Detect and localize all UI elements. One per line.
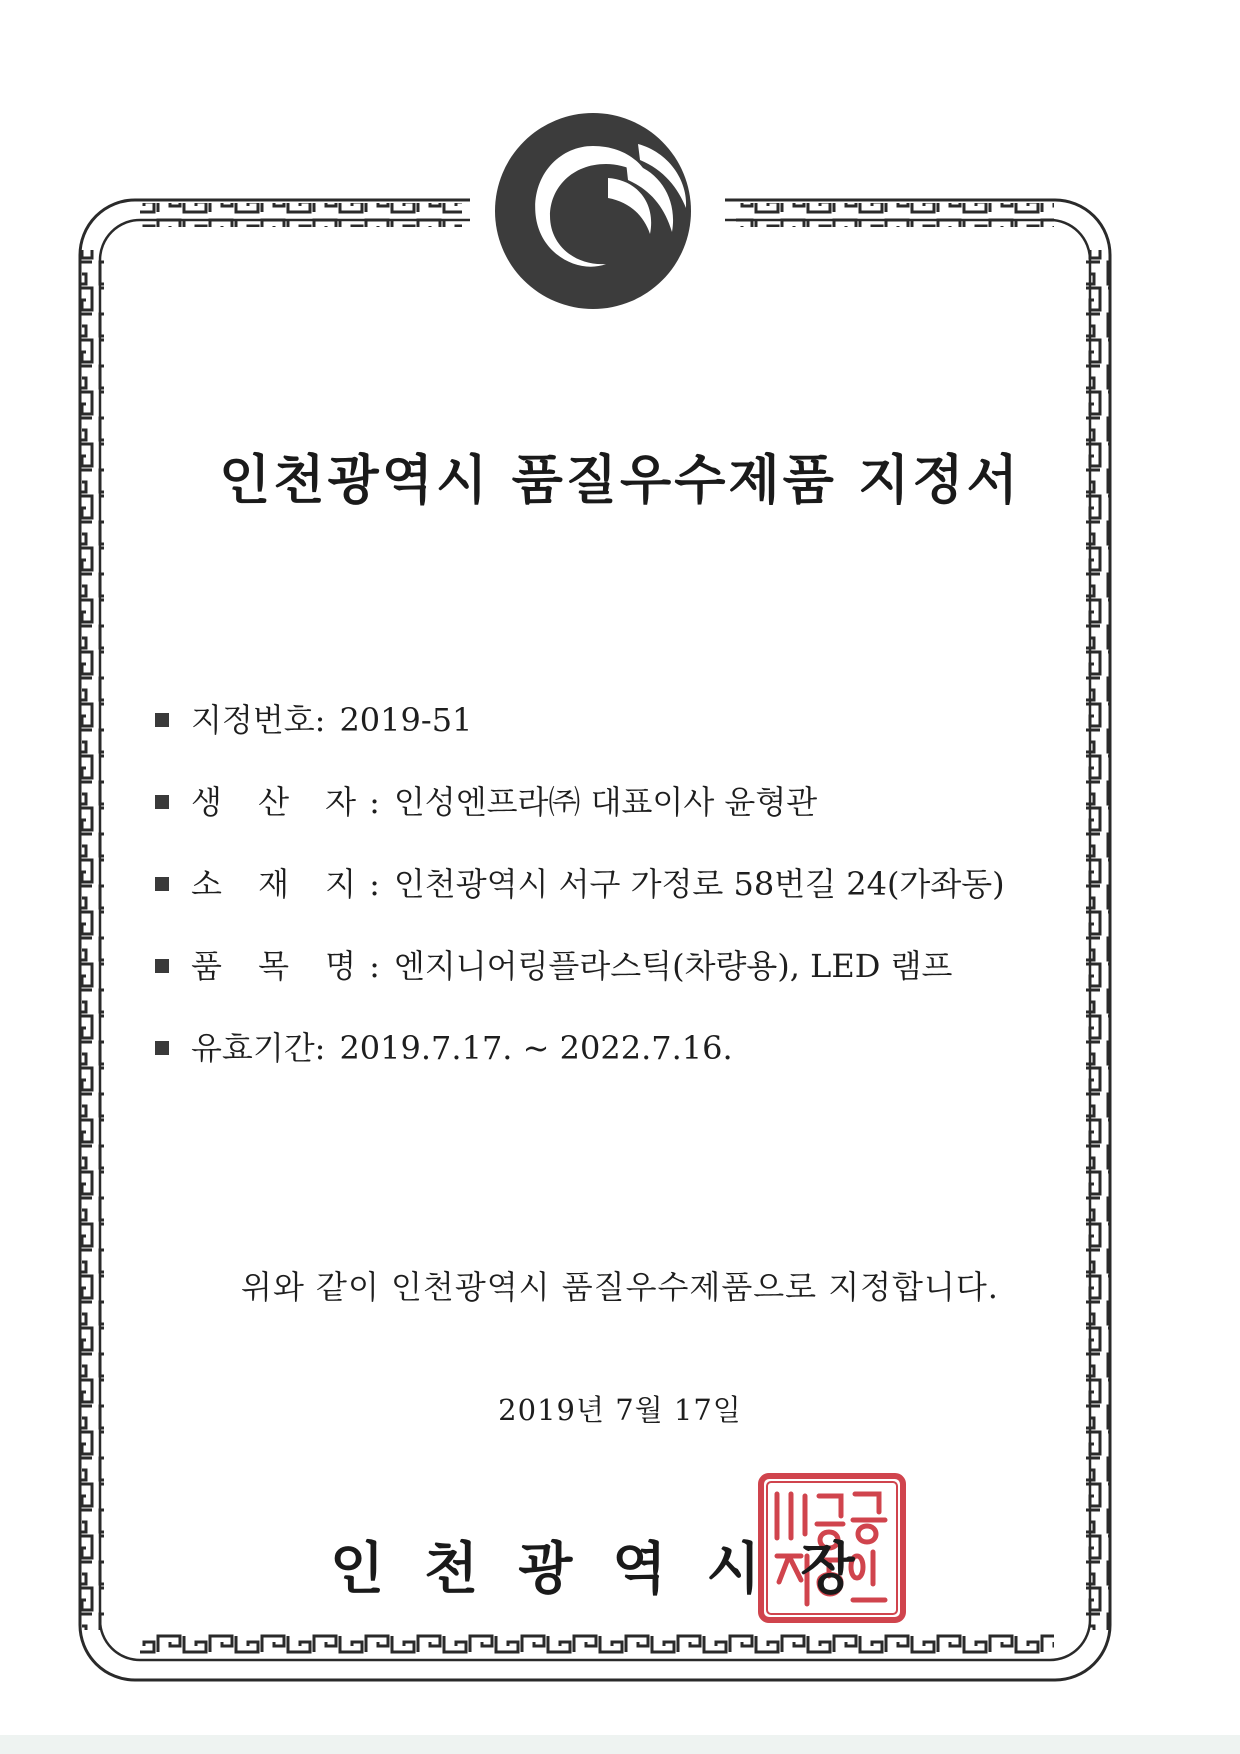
incheon-emblem-icon (488, 106, 698, 316)
field-validity-period: 유효기간 : 2019.7.17. ~ 2022.7.16. (155, 1028, 733, 1068)
square-bullet-icon (155, 877, 169, 891)
square-bullet-icon (155, 1041, 169, 1055)
field-label: 품 목 명 (191, 947, 370, 985)
field-value: 2019.7.17. ~ 2022.7.16. (339, 1029, 733, 1067)
field-label: 소 재 지 (191, 865, 370, 903)
square-bullet-icon (155, 713, 169, 727)
square-bullet-icon (155, 795, 169, 809)
field-value: 2019-51 (339, 701, 473, 739)
field-value: 엔지니어링플라스틱(차량용), LED 램프 (393, 947, 953, 985)
field-label: 유효기간 (191, 1029, 315, 1067)
field-label: 생 산 자 (191, 783, 370, 821)
field-location: 소 재 지 : 인천광역시 서구 가정로 58번길 24(가좌동) (155, 864, 1005, 904)
field-designation-number: 지정번호 : 2019-51 (155, 700, 472, 740)
field-producer: 생 산 자 : 인성엔프라㈜ 대표이사 윤형관 (155, 782, 817, 822)
square-bullet-icon (155, 959, 169, 973)
issue-date: 2019년 7월 17일 (498, 1393, 742, 1427)
page-title: 인천광역시 품질우수제품 지정서 (219, 450, 1021, 511)
field-product-name: 품 목 명 : 엔지니어링플라스틱(차량용), LED 램프 (155, 946, 952, 986)
issuer-name: 인천광역시장 (330, 1537, 895, 1602)
designation-statement: 위와 같이 인천광역시 품질우수제품으로 지정합니다. (241, 1268, 999, 1306)
field-label: 지정번호 (191, 701, 315, 739)
field-value: 인천광역시 서구 가정로 58번길 24(가좌동) (393, 865, 1005, 903)
field-value: 인성엔프라㈜ 대표이사 윤형관 (393, 783, 818, 821)
